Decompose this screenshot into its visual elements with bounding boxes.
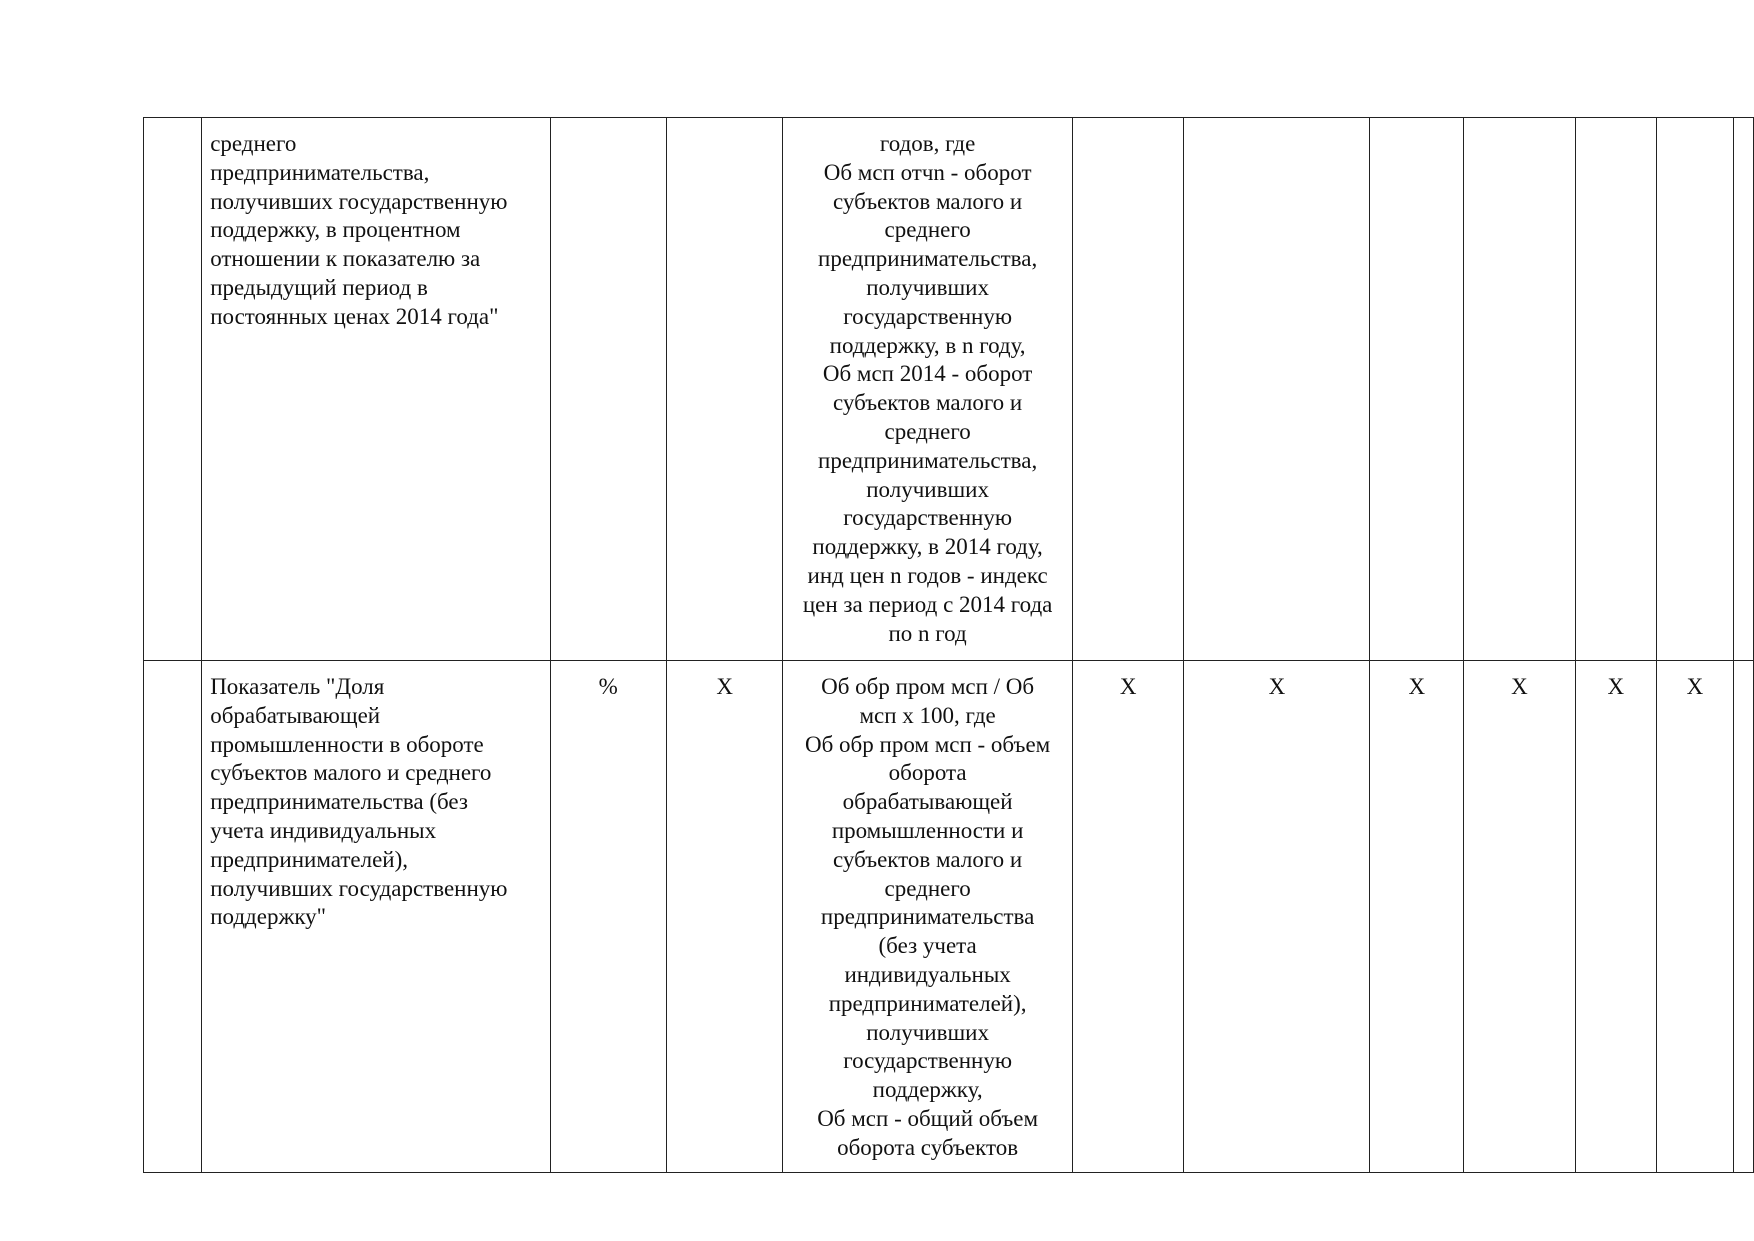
row-number-cell [144,118,202,661]
text-line: промышленности в обороте [210,731,484,757]
text-line: государственную [843,303,1013,329]
value-cell [1370,118,1464,661]
formula-cell [783,661,1073,1173]
text-line: оборота субъектов [837,1134,1019,1160]
indicator-name-cell [202,118,550,661]
text-line: Об мсп отчn - оборот [823,159,1032,185]
text-line: поддержку, в 2014 году, [812,534,1043,560]
text-line: поддержку, [872,1077,983,1103]
text-line: Показатель "Доля [210,674,385,699]
text-line: постоянных ценах 2014 года" [210,303,499,329]
value-cell: X [1370,661,1464,1173]
text-line: цен за период с 2014 года [802,591,1053,617]
table-row [144,118,1754,661]
text-line: поддержку, в процентном [210,217,461,243]
text-line: предпринимательства (без [210,789,468,815]
value-cell [1656,118,1733,661]
text-line: среднего [884,875,971,901]
text-line: по n год [888,620,967,646]
text-line: получивших [866,476,989,502]
text-line: предпринимательства, [210,159,430,185]
text-line: индивидуальных [844,961,1011,987]
value-cell: X [1575,661,1656,1173]
text-line: годов, где [879,131,976,156]
value-cell: X [1464,661,1575,1173]
text-line: обрабатывающей [210,702,381,728]
text-line: промышленности и [831,817,1024,843]
row-number-cell [144,661,202,1173]
value-cell [1575,118,1656,661]
value-cell [1184,118,1370,661]
text-line: предпринимательства, [818,447,1038,473]
text-line: субъектов малого и [832,846,1023,872]
text-line: (без учета [878,933,977,959]
value-cell [1072,118,1183,661]
text-line: субъектов малого и среднего [210,760,492,786]
text-line: предыдущий период в [210,274,428,300]
value-cell [1733,118,1753,661]
text-line: государственную [843,505,1013,531]
unit-cell [550,118,666,661]
value-cell [1464,118,1575,661]
text-line: государственную [843,1048,1013,1074]
text-line: оборота [888,760,967,786]
text-line: предпринимателей), [828,990,1027,1016]
text-line: отношении к показателю за [210,246,481,272]
text-line: получивших [866,274,989,300]
text-line: получивших [866,1019,989,1045]
text-line: среднего [884,418,971,444]
text-line: обрабатывающей [842,789,1013,815]
text-line: поддержку" [210,904,327,930]
formula-cell [783,118,1073,661]
text-line: среднего [210,131,297,156]
text-line: учета индивидуальных [210,817,437,843]
value-cell [666,118,782,661]
text-line: поддержку, в n году, [829,332,1026,358]
value-cell: X [666,661,782,1173]
value-cell [1733,661,1753,1173]
document-table [143,117,1754,1173]
table-row [144,661,1754,1173]
text-line: предпринимателей), [210,846,409,872]
text-line: мсп x 100, где [859,702,996,728]
text-line: инд цен n годов - индекс [807,562,1048,588]
value-cell: X [1072,661,1183,1173]
text-line: субъектов малого и [832,188,1023,214]
text-line: Об мсп 2014 - оборот [822,361,1033,387]
text-line: Об обр пром мсп - объем [805,731,1051,757]
text-line: получивших государственную [210,188,508,214]
unit-cell: % [550,661,666,1173]
text-line: среднего [884,217,971,243]
text-line: Об обр пром мсп / Об [821,674,1035,699]
text-line: предпринимательства [820,904,1035,930]
indicator-name-cell [202,661,550,1173]
text-line: предпринимательства, [818,246,1038,272]
text-line: получивших государственную [210,875,508,901]
text-line: субъектов малого и [832,390,1023,416]
value-cell: X [1184,661,1370,1173]
text-line: Об мсп - общий объем [817,1105,1039,1131]
value-cell: X [1656,661,1733,1173]
